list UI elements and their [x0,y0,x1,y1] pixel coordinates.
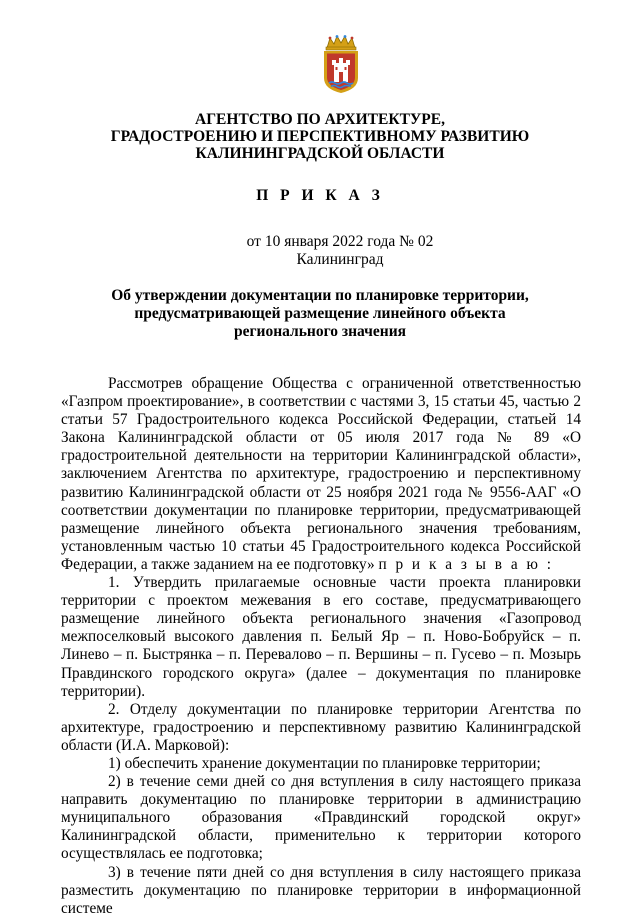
order-date-block [60,233,580,269]
order-city: Калининград [296,251,384,268]
preamble-text: Рассмотрев обращение Общества с ограниченной ответственностью «Газпром проектирование», в соответствии с частями 3, 15 статьи 45, частью 2 статьи 57 Градостроительного кодекса Российской Федерации, статьей 14 Закона Калининградской области от 05 июля 2017 года № 89 «О градостроительной деятельности на территории Калининградской области», заключением Агентства по архитектуре, градостроению и перспективному развитию Калининградской области от 25 ноября 2021 года № 9556-ААГ «О соответствии документации по планировке территории, предусматривающей размещение линейного объекта регионального значения требованиям, установленным частью 10 статьи 45 Градостроительного кодекса Российской Федерации, а также заданием на ее подготовку» [61,375,581,573]
clause-1: 1. Утвердить прилагаемые основные части проекта планировки территории с проектом межевания в его составе, предусматривающего размещение линейного объекта регионального значения «Газопровод межпоселковый высокого давления п. Белый Яр – п. Ново-Бобруйск – п. Линево – п. Быстрянка – п. Перевалово – п. Вершины – п. Гусево – п. Мозырь Правдинского городского округа» (далее – документация по планировке территории). [61,574,581,700]
agency-name-line: АГЕНТСТВО ПО АРХИТЕКТУРЕ, [195,111,445,128]
order-date: от 10 января 2022 года № 02 [246,233,434,250]
order-body [61,375,581,918]
order-title: П Р И К А З [256,187,384,204]
order-word: п р и к а з ы в а ю : [378,555,554,573]
agency-name-line: КАЛИНИНГРАДСКОЙ ОБЛАСТИ [195,145,445,162]
preamble-paragraph [61,375,581,574]
agency-name-line: ГРАДОСТРОЕНИЮ И ПЕРСПЕКТИВНОМУ РАЗВИТИЮ [110,128,530,145]
kaliningrad-coat-of-arms-icon [318,34,364,94]
clause-2-item-1: 1) обеспечить хранение документации по планировке территории; [108,754,541,772]
agency-name [60,111,580,162]
subject-line: регионального значения [233,323,407,340]
subject-line: Об утверждении документации по планировке территории, [111,287,529,304]
subject-line: предусматривающей размещение линейного объекта [134,305,506,322]
clause-2: 2. Отделу документации по планировке территории Агентства по архитектуре, градостроению и перспективному развитию Калининградской области (И.А. Марковой): [61,700,581,754]
clause-2-item-3: 3) в течение пяти дней со дня вступления в силу настоящего приказа разместить документацию по планировке территории в информационной системе [61,863,581,917]
order-subject [100,287,540,341]
clause-2-item-2: 2) в течение семи дней со дня вступления в силу настоящего приказа направить документацию по планировке территории в администрацию муниципального образования «Правдинский городской округ» Калининградской области, применительно к территории которого осуществлялась ее подготовка; [61,773,581,863]
